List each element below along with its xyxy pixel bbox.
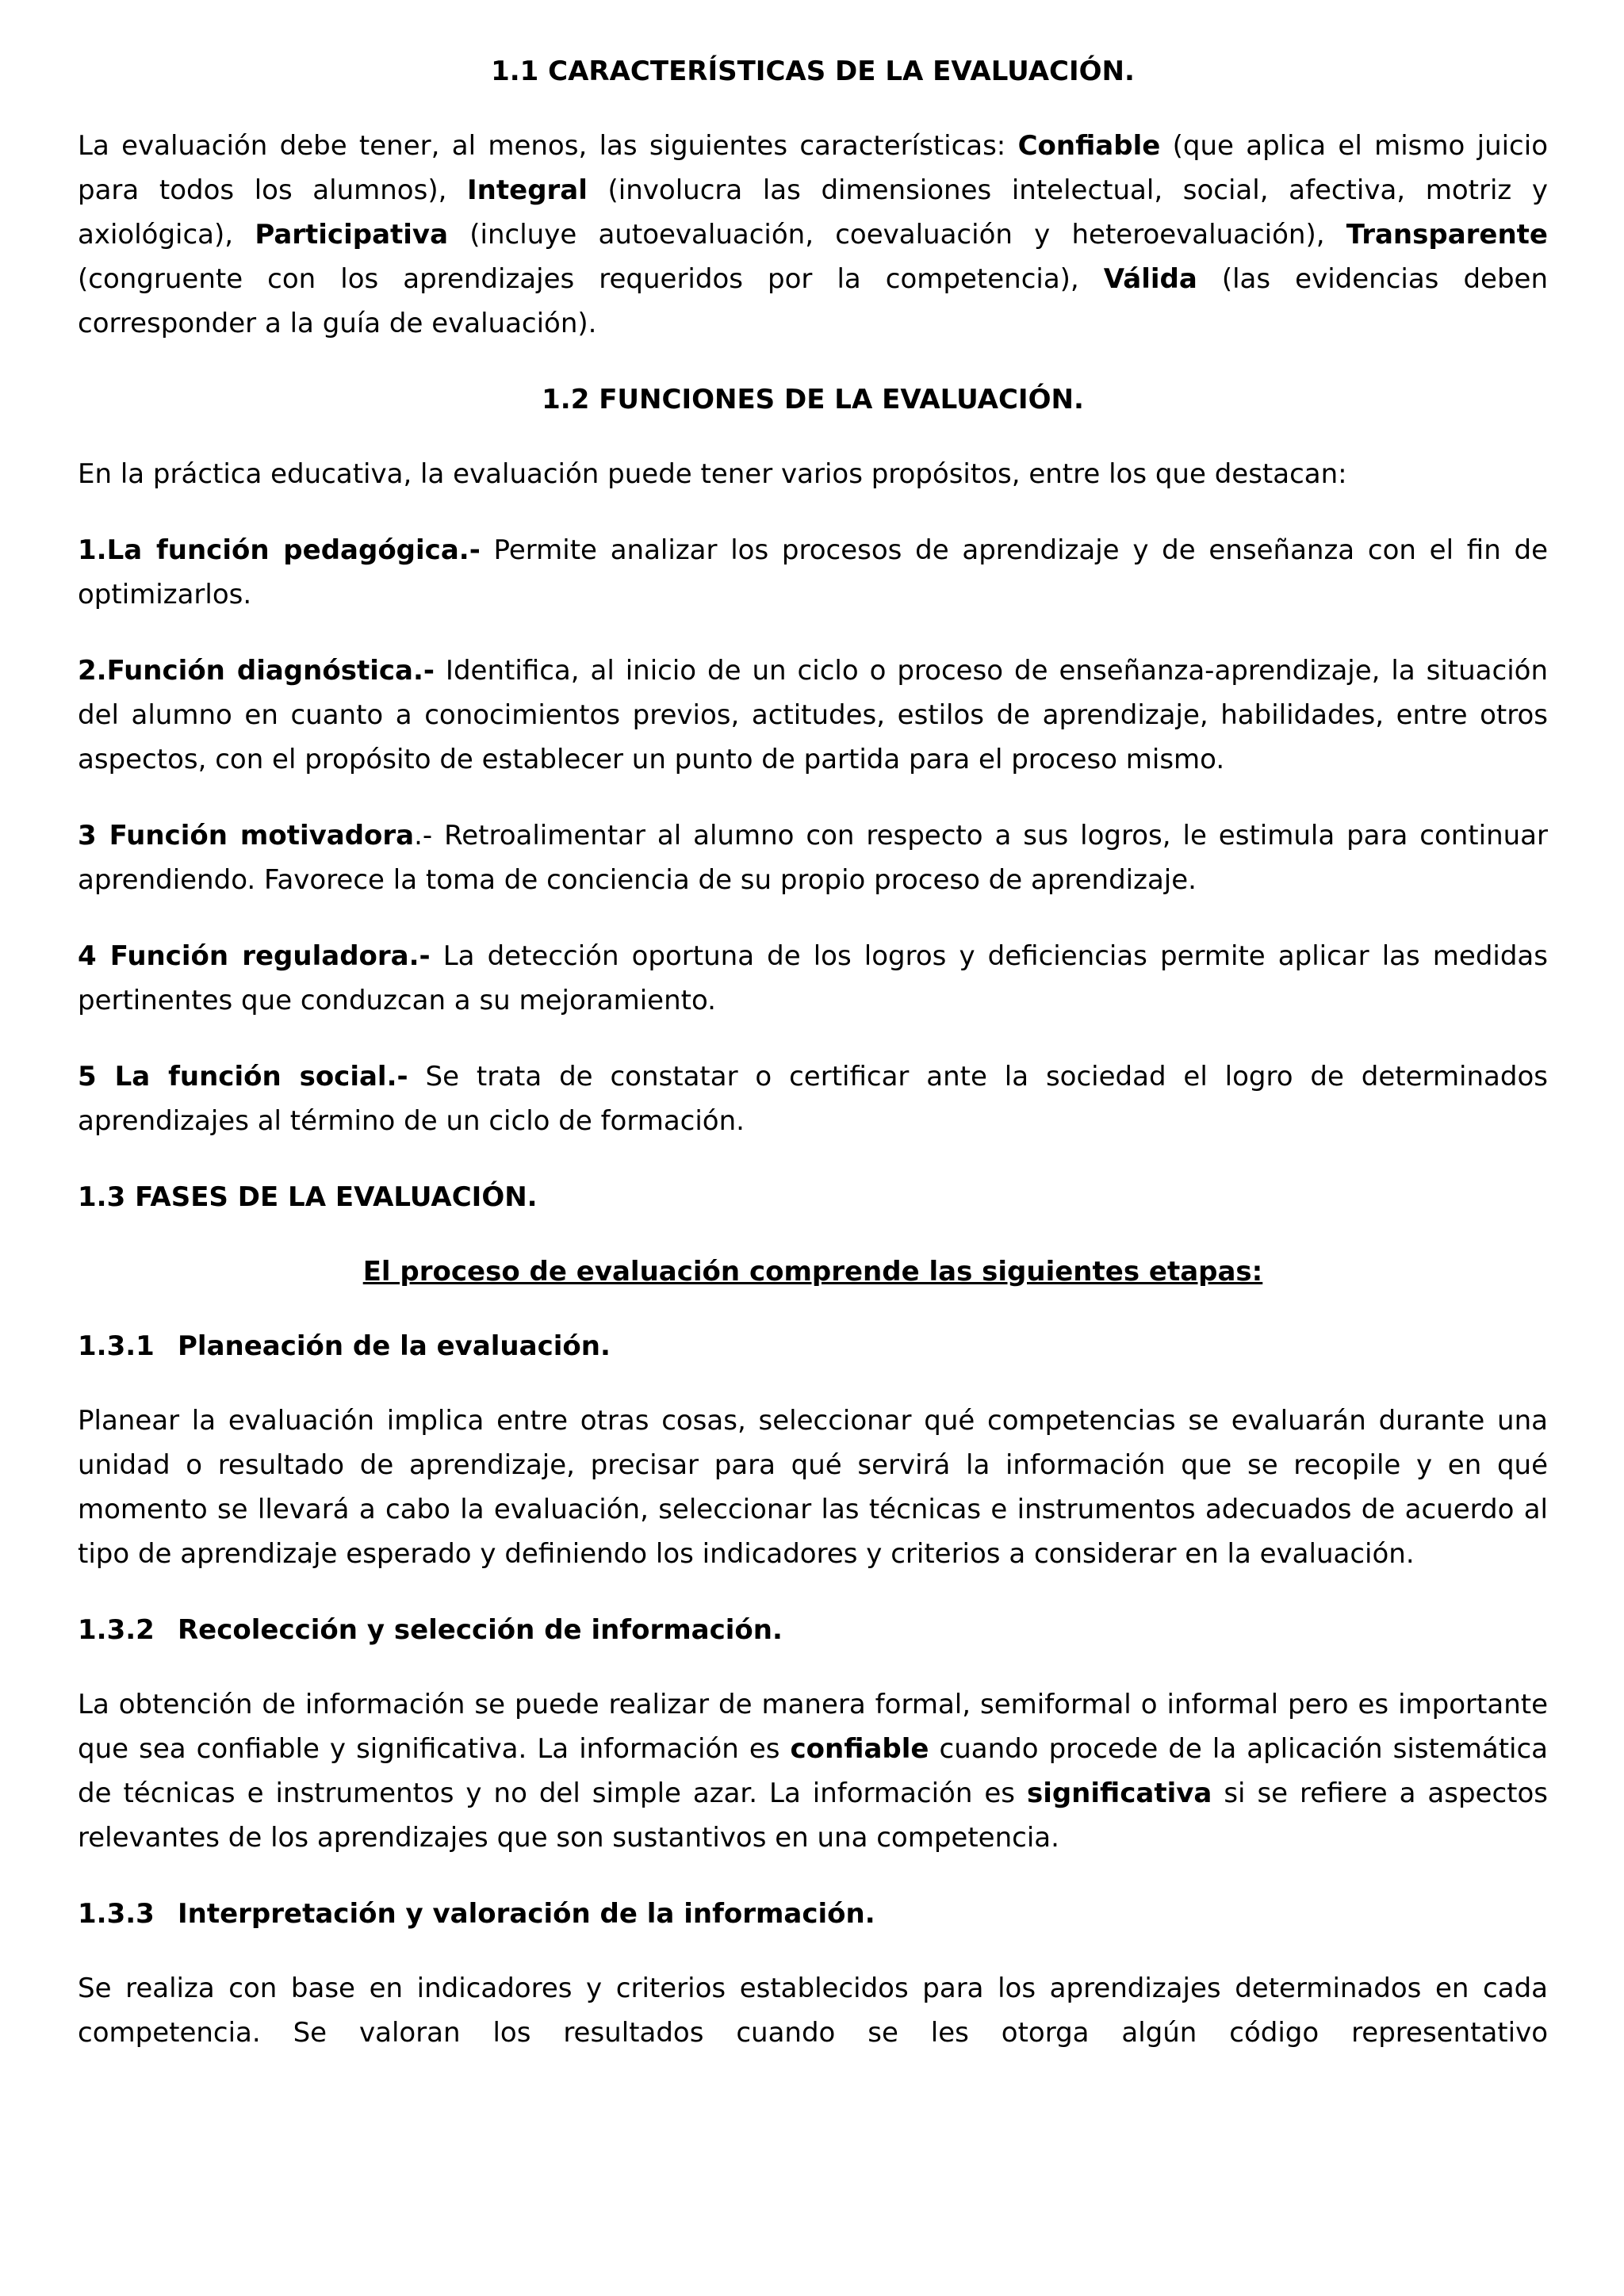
- bold-term-valida: Válida: [1103, 263, 1197, 295]
- section-1-1-title: 1.1 CARACTERÍSTICAS DE LA EVALUACIÓN.: [491, 55, 1135, 87]
- text-run: (que aplica el mismo juicio para todos los alumnos),: [78, 130, 1549, 206]
- function-5-paragraph: [78, 1054, 1548, 1143]
- function-5-label: 5 La función social.-: [78, 1061, 408, 1093]
- text-run: (involucra las dimensiones intelectual, social, afectiva, motriz y axiológica),: [78, 174, 1548, 251]
- bold-term-integral: Integral: [467, 174, 588, 206]
- subsection-label: Interpretación y valoración de la información.: [178, 1898, 875, 1930]
- functions-intro: En la práctica educativa, la evaluación puede tener varios propósitos, entre los que destacan:: [78, 458, 1347, 490]
- section-1-2-title: 1.2 FUNCIONES DE LA EVALUACIÓN.: [542, 384, 1084, 415]
- text-run: Identifica, al inicio de un ciclo o proceso de enseñanza-aprendizaje, la situación del alumno en cuanto a conocimientos previos, actitudes, estilos de aprendizaje, habilidades, entre otros aspectos, con el propósito de establecer un punto de partida para el proceso mismo.: [78, 655, 1548, 775]
- collection-paragraph: [78, 1682, 1548, 1860]
- text-run: (incluye autoevaluación, coevaluación y heteroevaluación),: [448, 219, 1346, 251]
- bold-term-confiable: Confiable: [1017, 130, 1161, 162]
- text-run: (las evidencias deben corresponder a la guía de evaluación).: [78, 263, 1548, 339]
- bold-term-significativa: significativa: [1026, 1777, 1212, 1809]
- section-1-3-title: 1.3 FASES DE LA EVALUACIÓN.: [78, 1181, 538, 1213]
- text-run: La obtención de información se puede realizar de manera formal, semiformal o informal pero es importante que sea confiable y significativa. La información es: [78, 1689, 1548, 1765]
- function-1-paragraph: [78, 528, 1548, 617]
- subsection-1-3-3-title: [78, 1892, 1548, 1936]
- subsection-number: 1.3.3: [78, 1898, 155, 1930]
- subsection-1-3-1-title: [78, 1324, 1548, 1368]
- planning-paragraph: Planear la evaluación implica entre otras cosas, seleccionar qué competencias se evaluarán durante una unidad o resultado de aprendizaje, precisar para qué servirá la información que se recopile y en qué momento se llevará a cabo la evaluación, seleccionar las técnicas e instrumentos adecuados de acuerdo al tipo de aprendizaje esperado y definiendo los indicadores y criterios a considerar en la evaluación.: [78, 1405, 1548, 1570]
- text-run: cuando procede de la aplicación sistemática de técnicas e instrumentos y no del simple azar. La información es: [78, 1733, 1548, 1809]
- function-2-label: 2.Función diagnóstica.-: [78, 655, 435, 687]
- subsection-number: 1.3.1: [78, 1330, 155, 1362]
- function-4-paragraph: [78, 934, 1548, 1023]
- bold-term-transparente: Transparente: [1346, 219, 1548, 251]
- text-run: (congruente con los aprendizajes requeridos por la competencia),: [78, 263, 1104, 295]
- characteristics-paragraph: [78, 124, 1548, 346]
- bold-term-confiable: confiable: [790, 1733, 929, 1765]
- function-3-label: 3 Función motivadora: [78, 820, 415, 851]
- subsection-number: 1.3.2: [78, 1614, 155, 1646]
- bold-term-participativa: Participativa: [255, 219, 449, 251]
- text-run: La evaluación debe tener, al menos, las siguientes características:: [78, 130, 1018, 162]
- function-3-paragraph: [78, 813, 1548, 902]
- subsection-1-3-2-title: [78, 1608, 1548, 1652]
- text-run: Permite analizar los procesos de aprendizaje y de enseñanza con el fin de optimizarlos.: [78, 534, 1549, 610]
- phases-subtitle: El proceso de evaluación comprende las siguientes etapas:: [362, 1256, 1263, 1288]
- function-2-paragraph: [78, 649, 1548, 782]
- text-run: La detección oportuna de los logros y deficiencias permite aplicar las medidas pertinentes que conduzcan a su mejoramiento.: [78, 940, 1548, 1016]
- text-run: si se refiere a aspectos relevantes de los aprendizajes que son sustantivos en una competencia.: [78, 1777, 1549, 1854]
- interpretation-paragraph: Se realiza con base en indicadores y criterios establecidos para los aprendizajes determinados en cada competencia. Se valoran los resultados cuando se les otorga algún código representativo: [78, 1973, 1548, 2049]
- text-run: .- Retroalimentar al alumno con respecto a sus logros, le estimula para continuar aprendiendo. Favorece la toma de conciencia de su propio proceso de aprendizaje.: [78, 820, 1548, 896]
- function-1-label: 1.La función pedagógica.-: [78, 534, 481, 566]
- text-run: Se trata de constatar o certificar ante la sociedad el logro de determinados aprendizajes al término de un ciclo de formación.: [78, 1061, 1548, 1137]
- subsection-label: Planeación de la evaluación.: [178, 1330, 611, 1362]
- function-4-label: 4 Función reguladora.-: [78, 940, 431, 972]
- subsection-label: Recolección y selección de información.: [178, 1614, 783, 1646]
